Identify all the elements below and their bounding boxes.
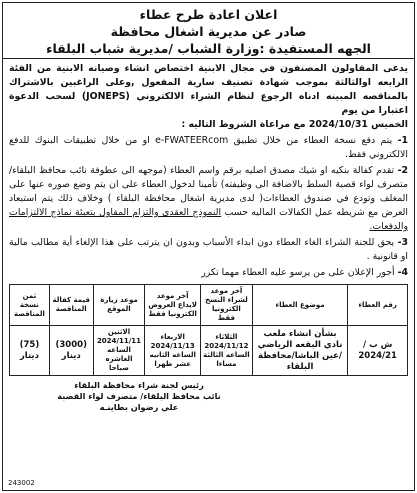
condition-number: 4-: [397, 267, 408, 278]
signature-position: نائب محافظ البلقاء/ متصرف لواء القصبة: [57, 391, 221, 401]
condition-3: [9, 236, 408, 264]
intro-date-line: الخميس 2024/10/31 مع مراعاة الشروط التاليه :: [181, 119, 408, 130]
column-header: قيمة كفالة المناقصة: [49, 285, 93, 326]
condition-4: [9, 266, 408, 280]
table-header-row: [10, 285, 408, 326]
tender-subject: بشأن انشاء ملعب نادي البقعه الرياضي /عين الباشا/محافظة البلقاء: [252, 326, 348, 376]
condition-text: تقدم كفالة بنكيه او شيك مصدق اصليه برقم واسم العطاء (موجهه الى عطوفة نائب محافظ البلقاء/متصرف لواء قصبة السلط بالاضافة الى وظيفته) تأمينا لدخول العطاء على ان يتم وضع صوره عنها على المغلف وتودع في صندوق العطاءات( لدى مديرية اشغال محافظة البلقاء ) وخلاف ذلك يتم استبعاد العرض مع شريطه عمل الكفالات الماليه حسب: [9, 165, 408, 218]
column-header: موضوع العطاء: [252, 285, 348, 326]
copy-price: (75) دينار: [10, 326, 50, 376]
purchase-deadline: الثلاثاء 2024/11/12 الساعه الثالثة مساءا: [201, 326, 253, 376]
condition-text: أجور الإعلان على من يرسو عليه العطاء مهما تكرر: [201, 267, 395, 278]
column-header: ثمن نسخة المناقصة: [10, 285, 50, 326]
column-header: آخر موعد لايداع العروض الكترونيا فقط: [145, 285, 201, 326]
announcement-title: اعلان اعادة طرح عطاء: [139, 7, 278, 22]
intro-paragraph: [9, 62, 408, 118]
signature-title: رئيس لجنة شراء محافظة البلقاء: [74, 380, 204, 390]
ad-code: 243002: [8, 479, 35, 487]
bid-bond-value: (3000) دينار: [49, 326, 93, 376]
beneficiary-line: الجهه المستفيدة :وزارة الشباب /مديرية شباب البلقاء: [3, 40, 414, 59]
signature-block: [49, 380, 229, 413]
condition-number: 2-: [397, 165, 408, 176]
site-visit-date: الاثنين 2024/11/11 الساعه العاشره صباحا: [93, 326, 145, 376]
tender-table: [9, 284, 408, 376]
tender-announcement: [2, 2, 415, 491]
column-header: آخر موعد لشراء النسخ الكترونيا فقط: [201, 285, 253, 326]
intro-text: يدعى المقاولون المصنفون في مجال الابنية اختصاص انشاء وصيانه الابنية من الفئة الرابعه اوالثالثة بموجب شهادة تصنيف سارية المفعول ,وعلى الراغبين بالاشتراك بالمناقصه المبينه ادناه الرجوع لنظام الشراء الالكتروني (JONEPS) لسحب الدعوة اعتبارا من يوم: [9, 63, 408, 116]
column-header: موعد زيارة الموقع: [93, 285, 145, 326]
issuer-line: صادر عن مديرية اشغال محافظة: [110, 24, 307, 39]
table-row: [10, 326, 408, 376]
announcement-header: [9, 6, 408, 59]
column-header: رقم العطاء: [348, 285, 408, 326]
condition-text: يحق للجنة الشراء الغاء العطاء دون ابداء الأسباب وبدون ان يترتب على هذا الإلغاء أية مطالب مالية او قانونية .: [9, 237, 408, 262]
tender-number: ش ب / 2024/21: [348, 326, 408, 376]
submission-deadline: الاربعاء 2024/11/13 الساعه الثانيه عشر ظهرا: [145, 326, 201, 376]
condition-number: 1-: [397, 135, 409, 146]
signature-name: علي رضوان بطاينـه: [99, 402, 179, 412]
condition-text-underlined: النموذج العقدي والتزام المقاول بتعبئة نماذج الالتزامات والدفعات.: [9, 207, 408, 232]
condition-text: يتم دفع نسخة العطاء من خلال تطبيق e-FWATEERcom او من خلال تطبيقات البنوك للدفع الالكتروني فقط.: [9, 135, 408, 160]
condition-1: [9, 134, 408, 162]
condition-number: 3-: [397, 237, 408, 248]
condition-2: [9, 164, 408, 234]
